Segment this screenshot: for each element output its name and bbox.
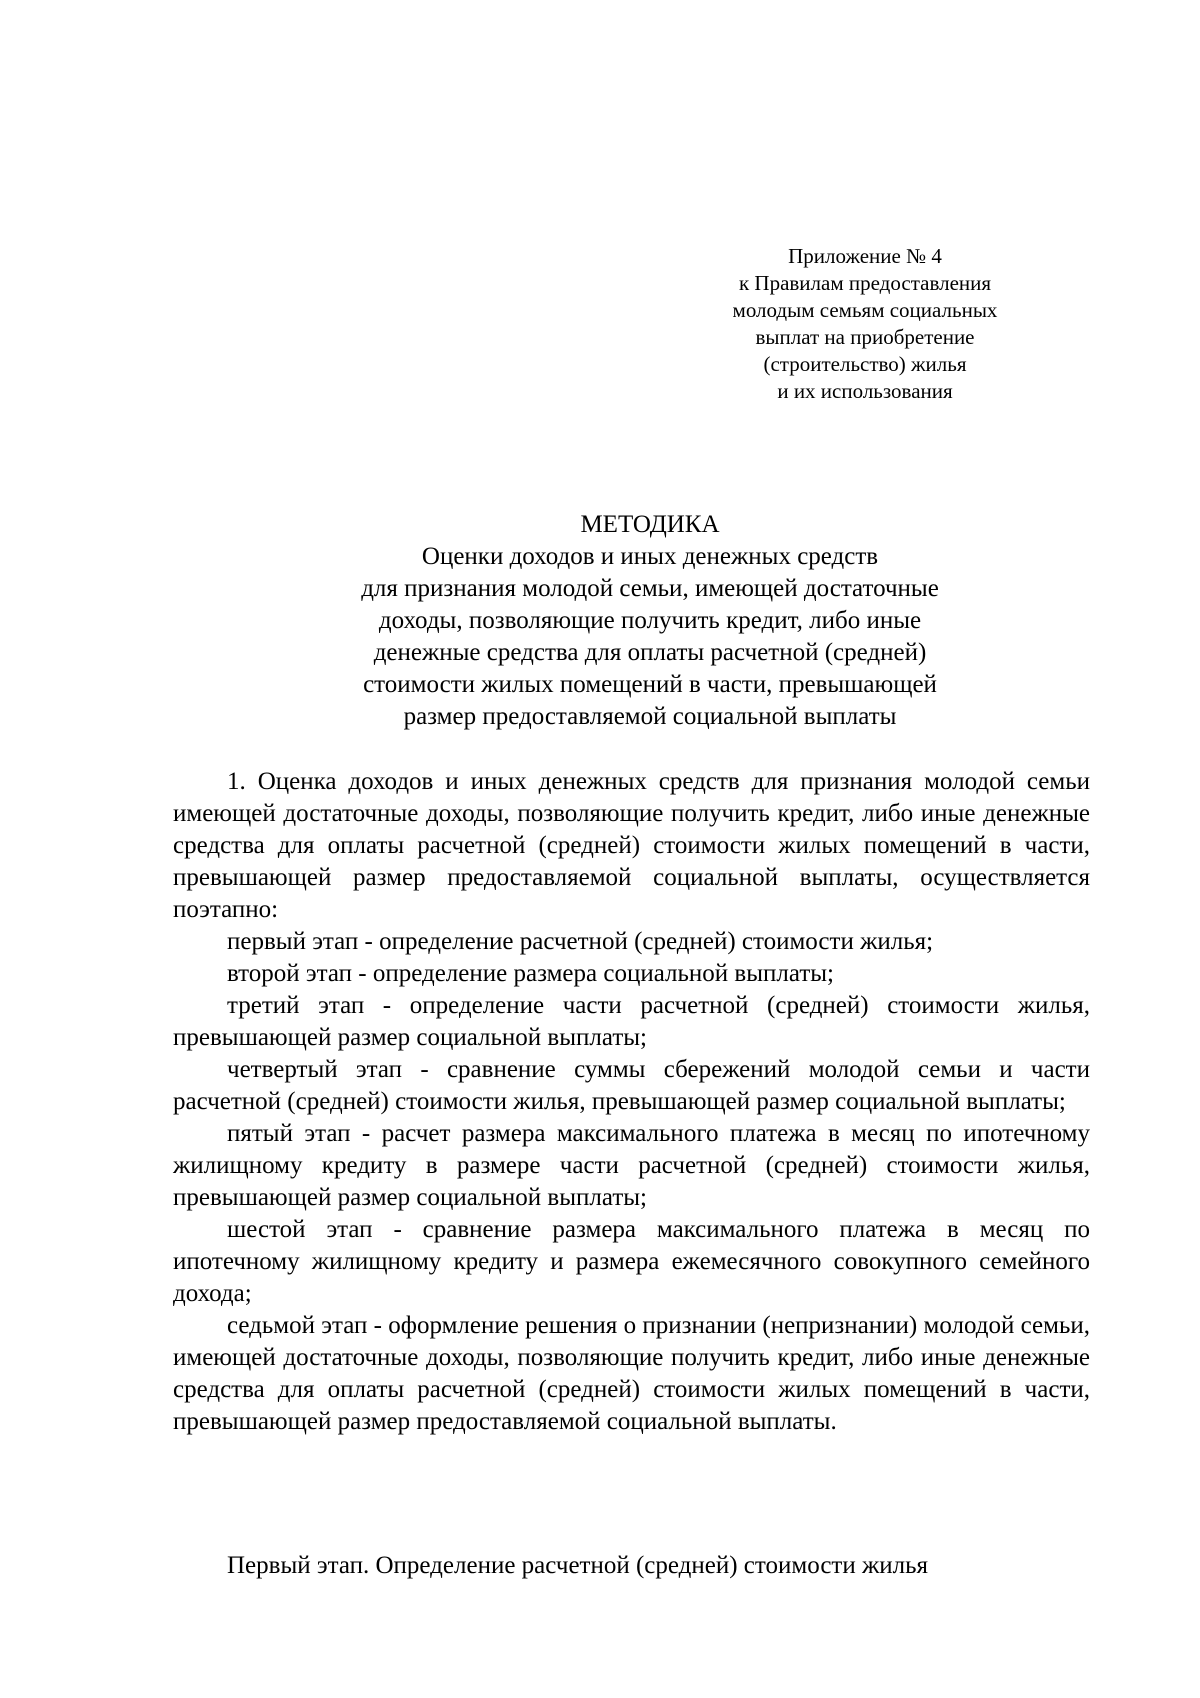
annex-line: и их использования: [777, 379, 953, 403]
annex-line: (строительство) жилья: [763, 352, 967, 376]
annex-line: выплат на приобретение: [755, 325, 975, 349]
annex-line: к Правилам предоставления: [738, 271, 992, 295]
annex-block: [690, 243, 1040, 405]
annex-line: молодым семьям социальных: [732, 298, 998, 322]
stage-item: первый этап - определение расчетной (средней) стоимости жилья;: [227, 928, 934, 955]
stage-item: шестой этап - сравнение размера максимального платежа в месяц по ипотечному жилищному кредиту и размера ежемесячного совокупного семейного дохода;: [173, 1216, 1090, 1307]
stage-item: третий этап - определение части расчетной (средней) стоимости жилья, превышающей размер социальной выплаты;: [173, 992, 1090, 1051]
title-line: размер предоставляемой социальной выплаты: [403, 703, 897, 730]
document-title-block: [175, 509, 1125, 733]
title-line: стоимости жилых помещений в части, превышающей: [363, 671, 937, 698]
title-line: доходы, позволяющие получить кредит, либо иные: [378, 607, 922, 634]
annex-line: Приложение № 4: [788, 244, 942, 268]
title-line: для признания молодой семьи, имеющей достаточные: [361, 575, 939, 602]
stage-item: второй этап - определение размера социальной выплаты;: [227, 960, 834, 987]
title-line: денежные средства для оплаты расчетной (средней): [373, 639, 927, 666]
document-body: [173, 766, 1090, 1579]
title-line: Оценки доходов и иных денежных средств: [421, 543, 879, 570]
document-heading: МЕТОДИКА: [580, 511, 720, 538]
stage-item: четвертый этап - сравнение суммы сбережений молодой семьи и части расчетной (средней) стоимости жилья, превышающей размер социальной выплаты;: [173, 1056, 1090, 1115]
body-paragraph: 1. Оценка доходов и иных денежных средств для признания молодой семьи имеющей достаточные доходы, позволяющие получить кредит, либо иные денежные средства для оплаты расчетной (средней) стоимости жилых помещений в части, превышающей размер предоставляемой социальной выплаты, осуществляется поэтапно:: [173, 768, 1090, 923]
stage-item: пятый этап - расчет размера максимального платежа в месяц по ипотечному жилищному кредиту в размере части расчетной (средней) стоимости жилья, превышающей размер социальной выплаты;: [173, 1120, 1090, 1211]
stage-item: седьмой этап - оформление решения о признании (непризнании) молодой семьи, имеющей достаточные доходы, позволяющие получить кредит, либо иные денежные средства для оплаты расчетной (средней) стоимости жилых помещений в части, превышающей размер предоставляемой социальной выплаты.: [173, 1312, 1090, 1435]
section-heading: Первый этап. Определение расчетной (средней) стоимости жилья: [227, 1552, 929, 1579]
